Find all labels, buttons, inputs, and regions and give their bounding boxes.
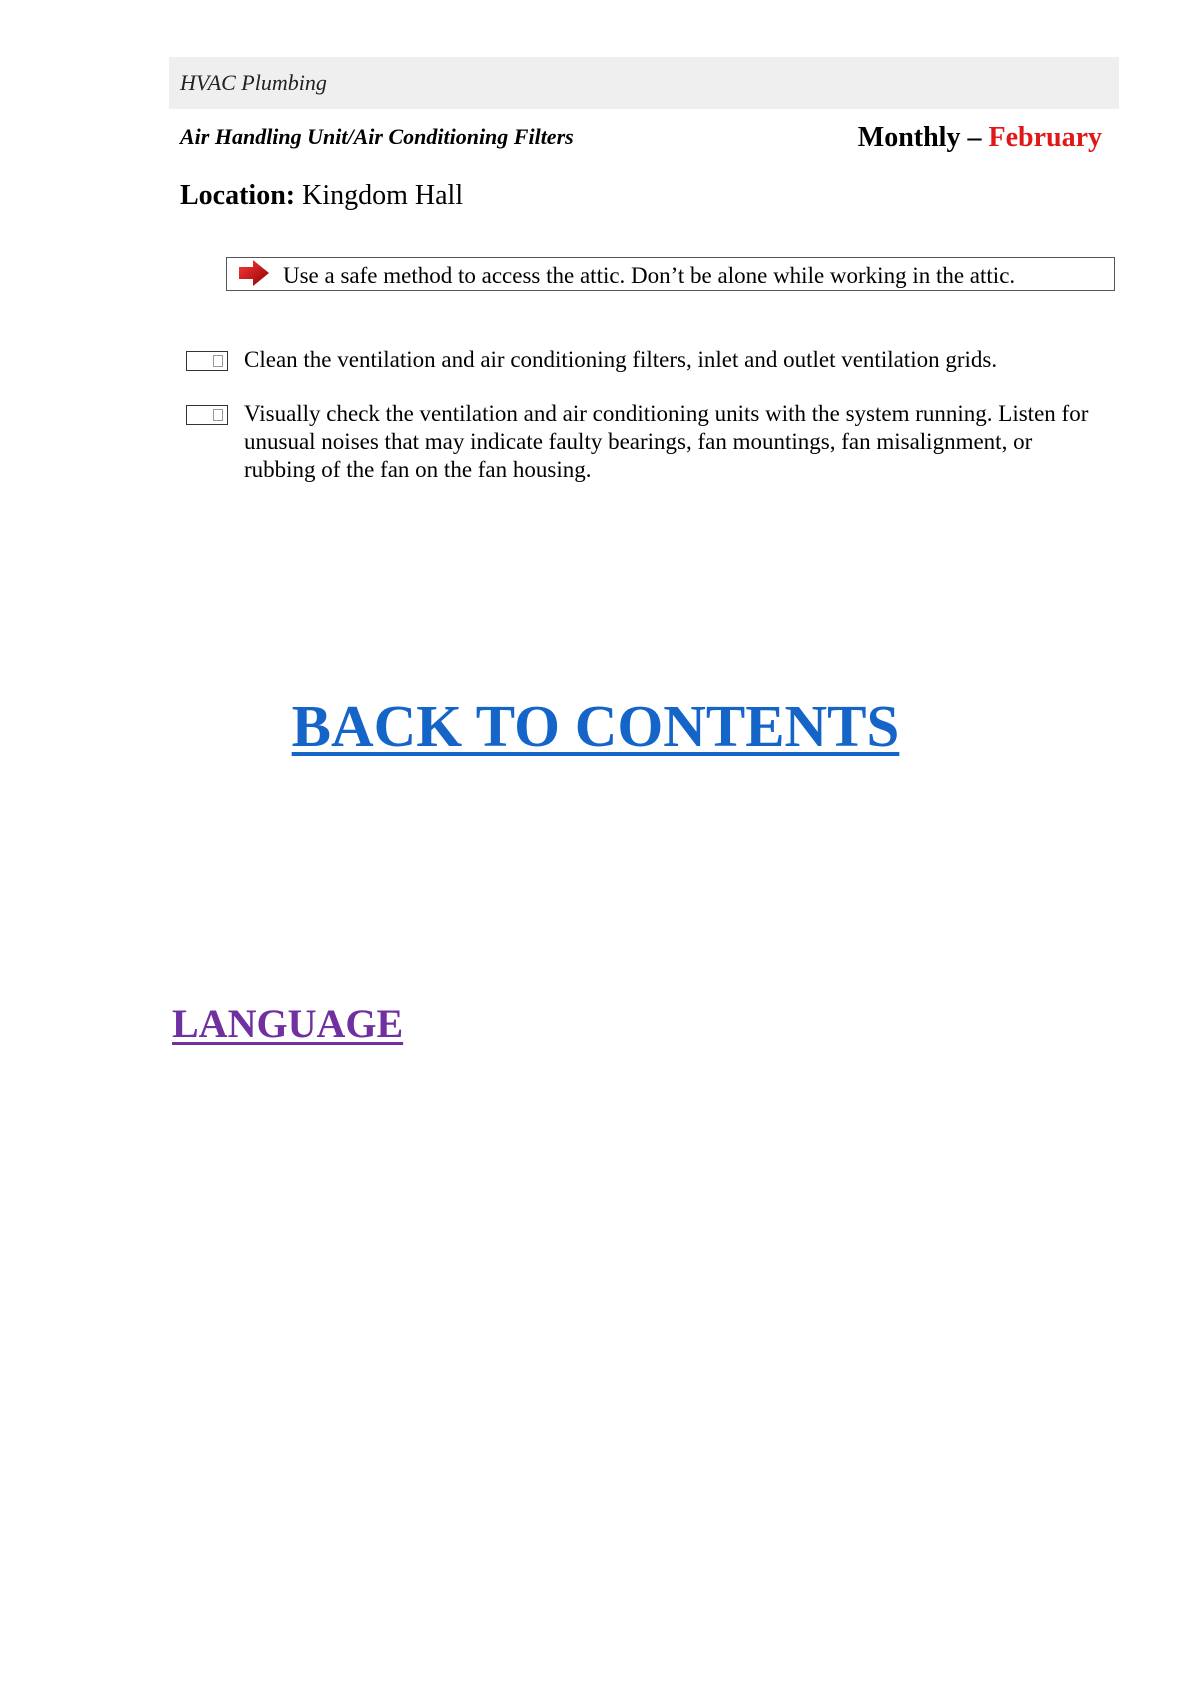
schedule-frequency <box>858 122 1102 154</box>
task-checkbox[interactable] <box>186 351 228 371</box>
task-text: Visually check the ventilation and air conditioning units with the system running. Listen for unusual noises that may indicate faulty bearings, fan mountings, fan misalignment, or rubbing of the fan on the fan housing. <box>244 401 1089 482</box>
back-to-contents-link[interactable] <box>0 692 1191 761</box>
location-line <box>180 180 463 212</box>
header-band <box>169 57 1119 109</box>
frequency-separator: – <box>967 122 982 153</box>
location-value: Kingdom Hall <box>302 180 464 211</box>
back-to-contents-label[interactable]: BACK TO CONTENTS <box>291 693 900 759</box>
frequency-label: Monthly <box>857 122 961 153</box>
schedule-month: February <box>988 122 1102 153</box>
task-text: Clean the ventilation and air conditioning filters, inlet and outlet ventilation grids. <box>244 347 998 372</box>
language-link[interactable]: LANGUAGE <box>172 1001 404 1046</box>
task-checkbox[interactable] <box>186 405 228 425</box>
caution-note <box>226 257 1115 291</box>
red-arrow-icon <box>239 260 269 286</box>
checkbox-glyph <box>213 355 223 367</box>
location-label: Location: <box>180 180 296 211</box>
checkbox-glyph <box>213 409 223 421</box>
category-header: HVAC Plumbing <box>180 70 327 95</box>
section-title: Air Handling Unit/Air Conditioning Filters <box>180 124 574 149</box>
caution-text: Use a safe method to access the attic. Don’t be alone while working in the attic. <box>283 263 1016 288</box>
